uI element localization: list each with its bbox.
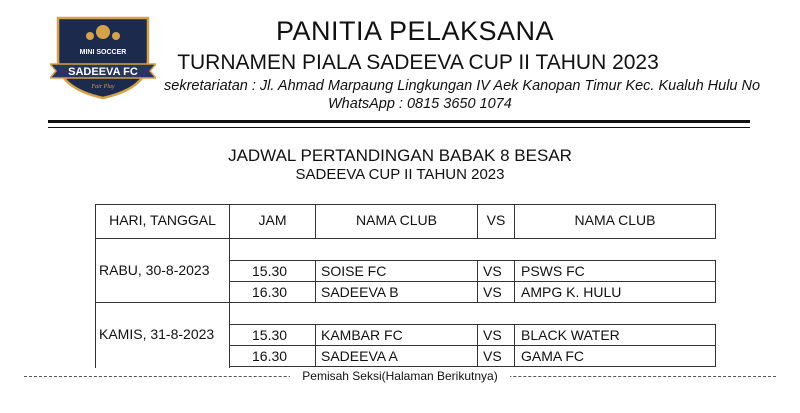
- day-date: KAMIS, 31-8-2023: [99, 326, 215, 342]
- match-time: 15.30: [252, 263, 288, 279]
- sadeeva-fc-logo: [50, 14, 156, 100]
- logo-top-text: MINI SOCCER: [79, 49, 127, 56]
- column-header-date: HARI, TANGGAL: [109, 212, 216, 228]
- whatsapp-contact: WhatsApp : 0815 3650 1074: [328, 96, 512, 112]
- match-home-club: SADEEVA A: [321, 348, 398, 364]
- letterhead-rule-thick: [48, 120, 750, 123]
- column-header-vs: VS: [486, 212, 506, 228]
- match-home-club: KAMBAR FC: [321, 327, 403, 343]
- letterhead-rule-thin: [48, 127, 750, 128]
- letterhead-subtitle: TURNAMEN PIALA SADEEVA CUP II TAHUN 2023: [177, 51, 659, 74]
- logo-banner-text: SADEEVA FC: [68, 66, 138, 78]
- column-header-home-club: NAMA CLUB: [356, 212, 437, 228]
- match-away-club: PSWS FC: [521, 263, 585, 279]
- schedule-subtitle: SADEEVA CUP II TAHUN 2023: [295, 166, 505, 183]
- match-time: 15.30: [252, 327, 288, 343]
- match-home-club: SADEEVA B: [321, 284, 399, 300]
- match-away-club: GAMA FC: [521, 348, 585, 364]
- match-vs: VS: [483, 327, 502, 343]
- secretariat-address: sekretariatan : Jl. Ahmad Marpaung Lingkungan IV Aek Kanopan Timur Kec. Kualuh Hulu No: [164, 78, 761, 94]
- letterhead-title: PANITIA PELAKSANA: [275, 16, 555, 46]
- logo-script-text: Fair Play: [91, 84, 115, 90]
- section-break-label: Pemisah Seksi(Halaman Berikutnya): [290, 369, 510, 383]
- day-date: RABU, 30-8-2023: [99, 262, 210, 278]
- match-away-club: AMPG K. HULU: [521, 284, 622, 300]
- match-time: 16.30: [252, 284, 288, 300]
- column-header-away-club: NAMA CLUB: [574, 212, 656, 228]
- match-time: 16.30: [252, 348, 288, 364]
- match-home-club: SOISE FC: [321, 263, 387, 279]
- match-vs: VS: [483, 263, 502, 279]
- schedule-title: JADWAL PERTANDINGAN BABAK 8 BESAR: [228, 146, 572, 165]
- column-header-time: JAM: [258, 212, 287, 228]
- match-vs: VS: [483, 348, 502, 364]
- match-vs: VS: [483, 284, 502, 300]
- match-away-club: BLACK WATER: [521, 327, 620, 343]
